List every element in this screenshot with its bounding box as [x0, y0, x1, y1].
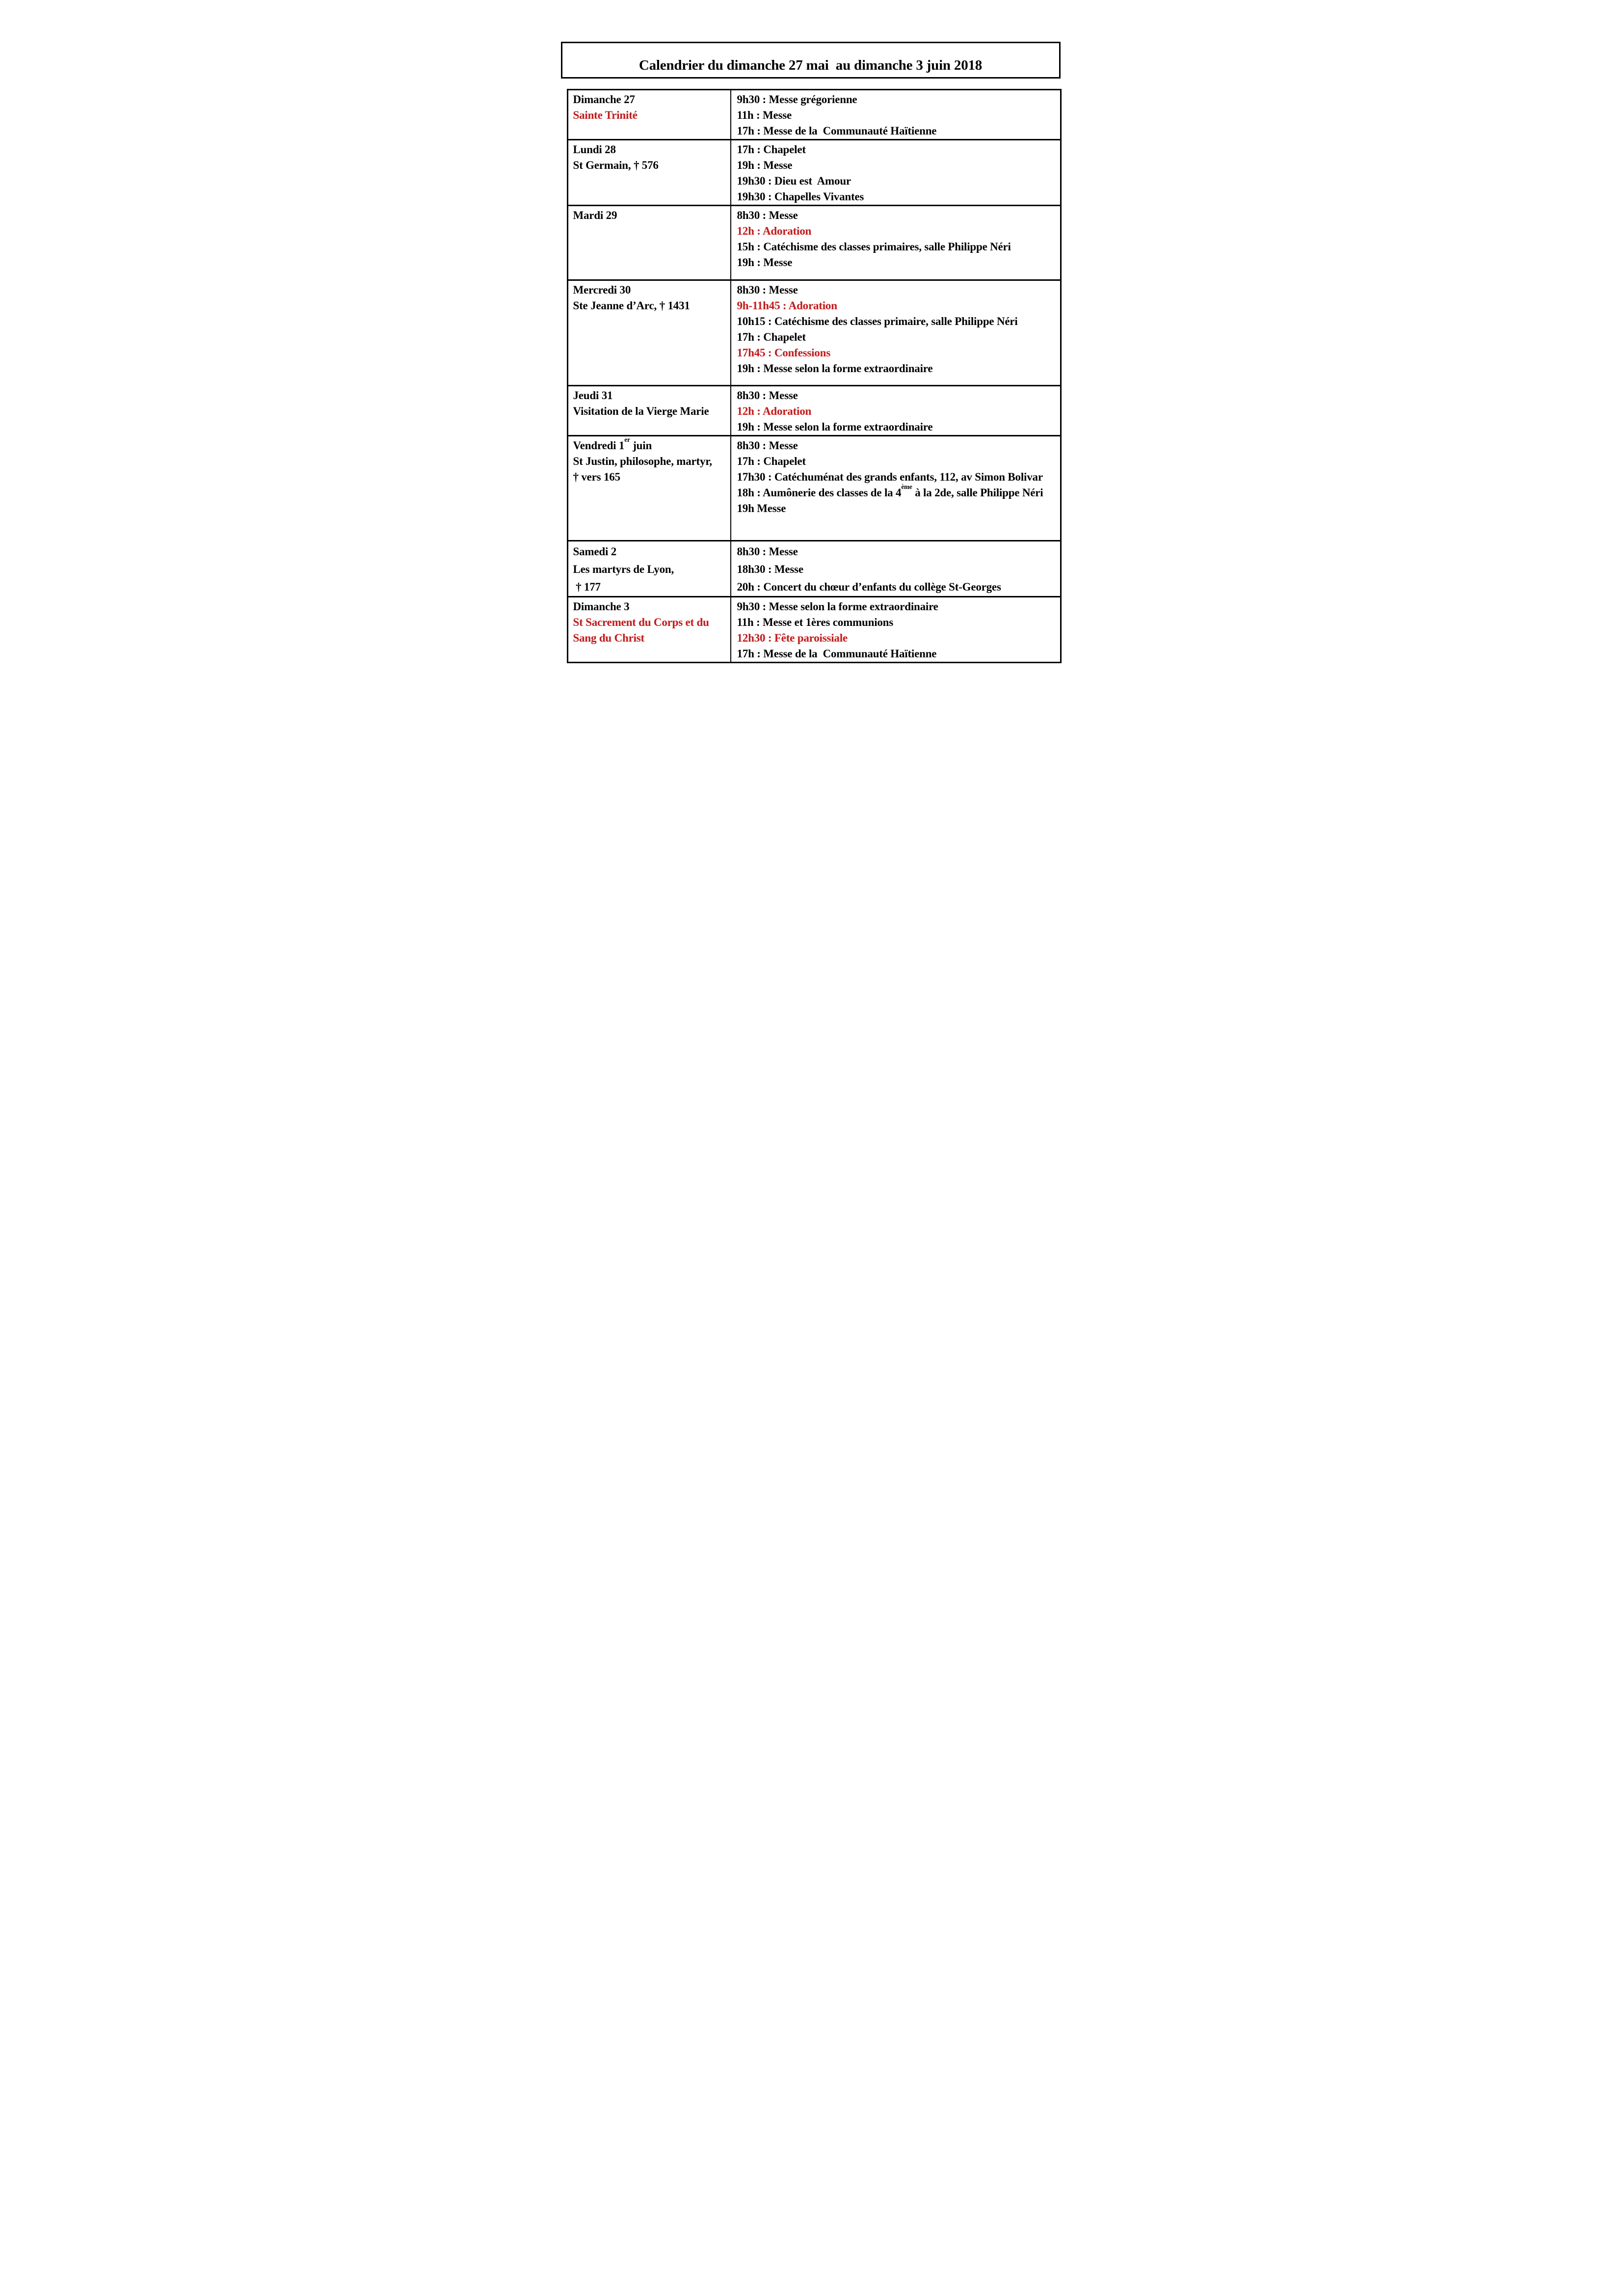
day-line: Lundi 28 [573, 143, 616, 156]
events-cell [731, 140, 1060, 205]
day-line: Mercredi 30 [573, 284, 631, 296]
events-cell [731, 90, 1060, 139]
event-line-text: à la 2de, salle Philippe Néri [912, 486, 1043, 499]
superscript: er [624, 436, 630, 444]
event-line: 17h : Messe de la Communauté Haïtienne [737, 648, 937, 660]
day-line [573, 438, 717, 454]
table-row [568, 386, 1060, 436]
event-line: 19h : Messe selon la forme extraordinaire [737, 421, 933, 433]
event-line: 9h-11h45 : Adoration [737, 299, 837, 312]
day-cell [568, 90, 731, 139]
day-line: Les martyrs de Lyon, [573, 563, 674, 575]
table-row [568, 206, 1060, 281]
day-line: † 177 [573, 581, 601, 593]
event-line: 8h30 : Messe [737, 284, 798, 296]
table-row [568, 281, 1060, 386]
day-line: St Justin, philosophe, martyr, † vers 165 [573, 455, 715, 483]
calendar-page [541, 0, 1082, 765]
event-line: 8h30 : Messe [737, 439, 798, 452]
page-title: Calendrier du dimanche 27 mai au dimanche 3 juin 2018 [639, 57, 983, 74]
day-line: Visitation de la Vierge Marie [573, 405, 709, 417]
event-line: 11h : Messe [737, 109, 792, 121]
event-line: 19h30 : Dieu est Amour [737, 175, 851, 187]
day-line: Dimanche 3 [573, 600, 630, 613]
day-line: Mardi 29 [573, 209, 617, 221]
day-line-text: juin [630, 439, 652, 452]
event-line: 10h15 : Catéchisme des classes primaire, salle Philippe Néri [737, 315, 1018, 327]
day-line: Jeudi 31 [573, 389, 613, 402]
event-line: 19h : Messe selon la forme extraordinaire [737, 362, 933, 375]
event-line: 17h : Chapelet [737, 455, 806, 467]
events-cell [731, 281, 1060, 385]
event-line: 18h30 : Messe [737, 563, 803, 575]
event-line: 11h : Messe et 1ères communions [737, 616, 894, 628]
event-line: 20h : Concert du chœur d’enfants du collège St-Georges [737, 581, 1001, 593]
day-line: St Sacrement du Corps et du Sang du Christ [573, 616, 712, 644]
events-cell [731, 597, 1060, 662]
day-line: Dimanche 27 [573, 93, 635, 106]
day-line: St Germain, † 576 [573, 159, 659, 171]
day-cell [568, 140, 731, 205]
day-line: Ste Jeanne d’Arc, † 1431 [573, 299, 690, 312]
event-line-text: 18h : Aumônerie des classes de la 4 [737, 486, 902, 499]
day-cell [568, 386, 731, 435]
event-line: 19h : Messe [737, 159, 793, 171]
title-box [561, 42, 1061, 79]
event-line: 17h45 : Confessions [737, 347, 830, 359]
event-line: 12h30 : Fête paroissiale [737, 632, 848, 644]
table-row [568, 541, 1060, 597]
event-line: 9h30 : Messe selon la forme extraordinaire [737, 600, 938, 613]
day-cell [568, 206, 731, 279]
event-line [737, 485, 1056, 501]
event-line: 9h30 : Messe grégorienne [737, 93, 857, 106]
event-line: 12h : Adoration [737, 225, 812, 237]
day-cell [568, 597, 731, 662]
calendar-table [567, 89, 1062, 663]
event-line: 17h : Chapelet [737, 331, 806, 343]
event-line: 17h30 : Catéchuménat des grands enfants, 112, av Simon Bolivar [737, 471, 1043, 483]
event-line: 17h : Chapelet [737, 143, 806, 156]
table-row [568, 90, 1060, 140]
event-line: 8h30 : Messe [737, 209, 798, 221]
event-line: 12h : Adoration [737, 405, 812, 417]
event-line: 8h30 : Messe [737, 389, 798, 402]
day-cell [568, 541, 731, 596]
events-cell [731, 206, 1060, 279]
event-line: 19h : Messe [737, 256, 793, 269]
table-row [568, 436, 1060, 541]
event-line: 17h : Messe de la Communauté Haïtienne [737, 125, 937, 137]
events-cell [731, 436, 1060, 540]
superscript: ème [901, 483, 912, 491]
day-line: Samedi 2 [573, 545, 616, 558]
event-line: 15h : Catéchisme des classes primaires, salle Philippe Néri [737, 241, 1011, 253]
table-row [568, 597, 1060, 662]
event-line: 8h30 : Messe [737, 545, 798, 558]
events-cell [731, 541, 1060, 596]
event-line: 19h Messe [737, 502, 786, 514]
event-line: 19h30 : Chapelles Vivantes [737, 190, 864, 203]
events-cell [731, 386, 1060, 435]
table-row [568, 140, 1060, 206]
day-line: Sainte Trinité [573, 109, 638, 121]
day-line-text: Vendredi 1 [573, 439, 625, 452]
day-cell [568, 281, 731, 385]
day-cell [568, 436, 731, 540]
